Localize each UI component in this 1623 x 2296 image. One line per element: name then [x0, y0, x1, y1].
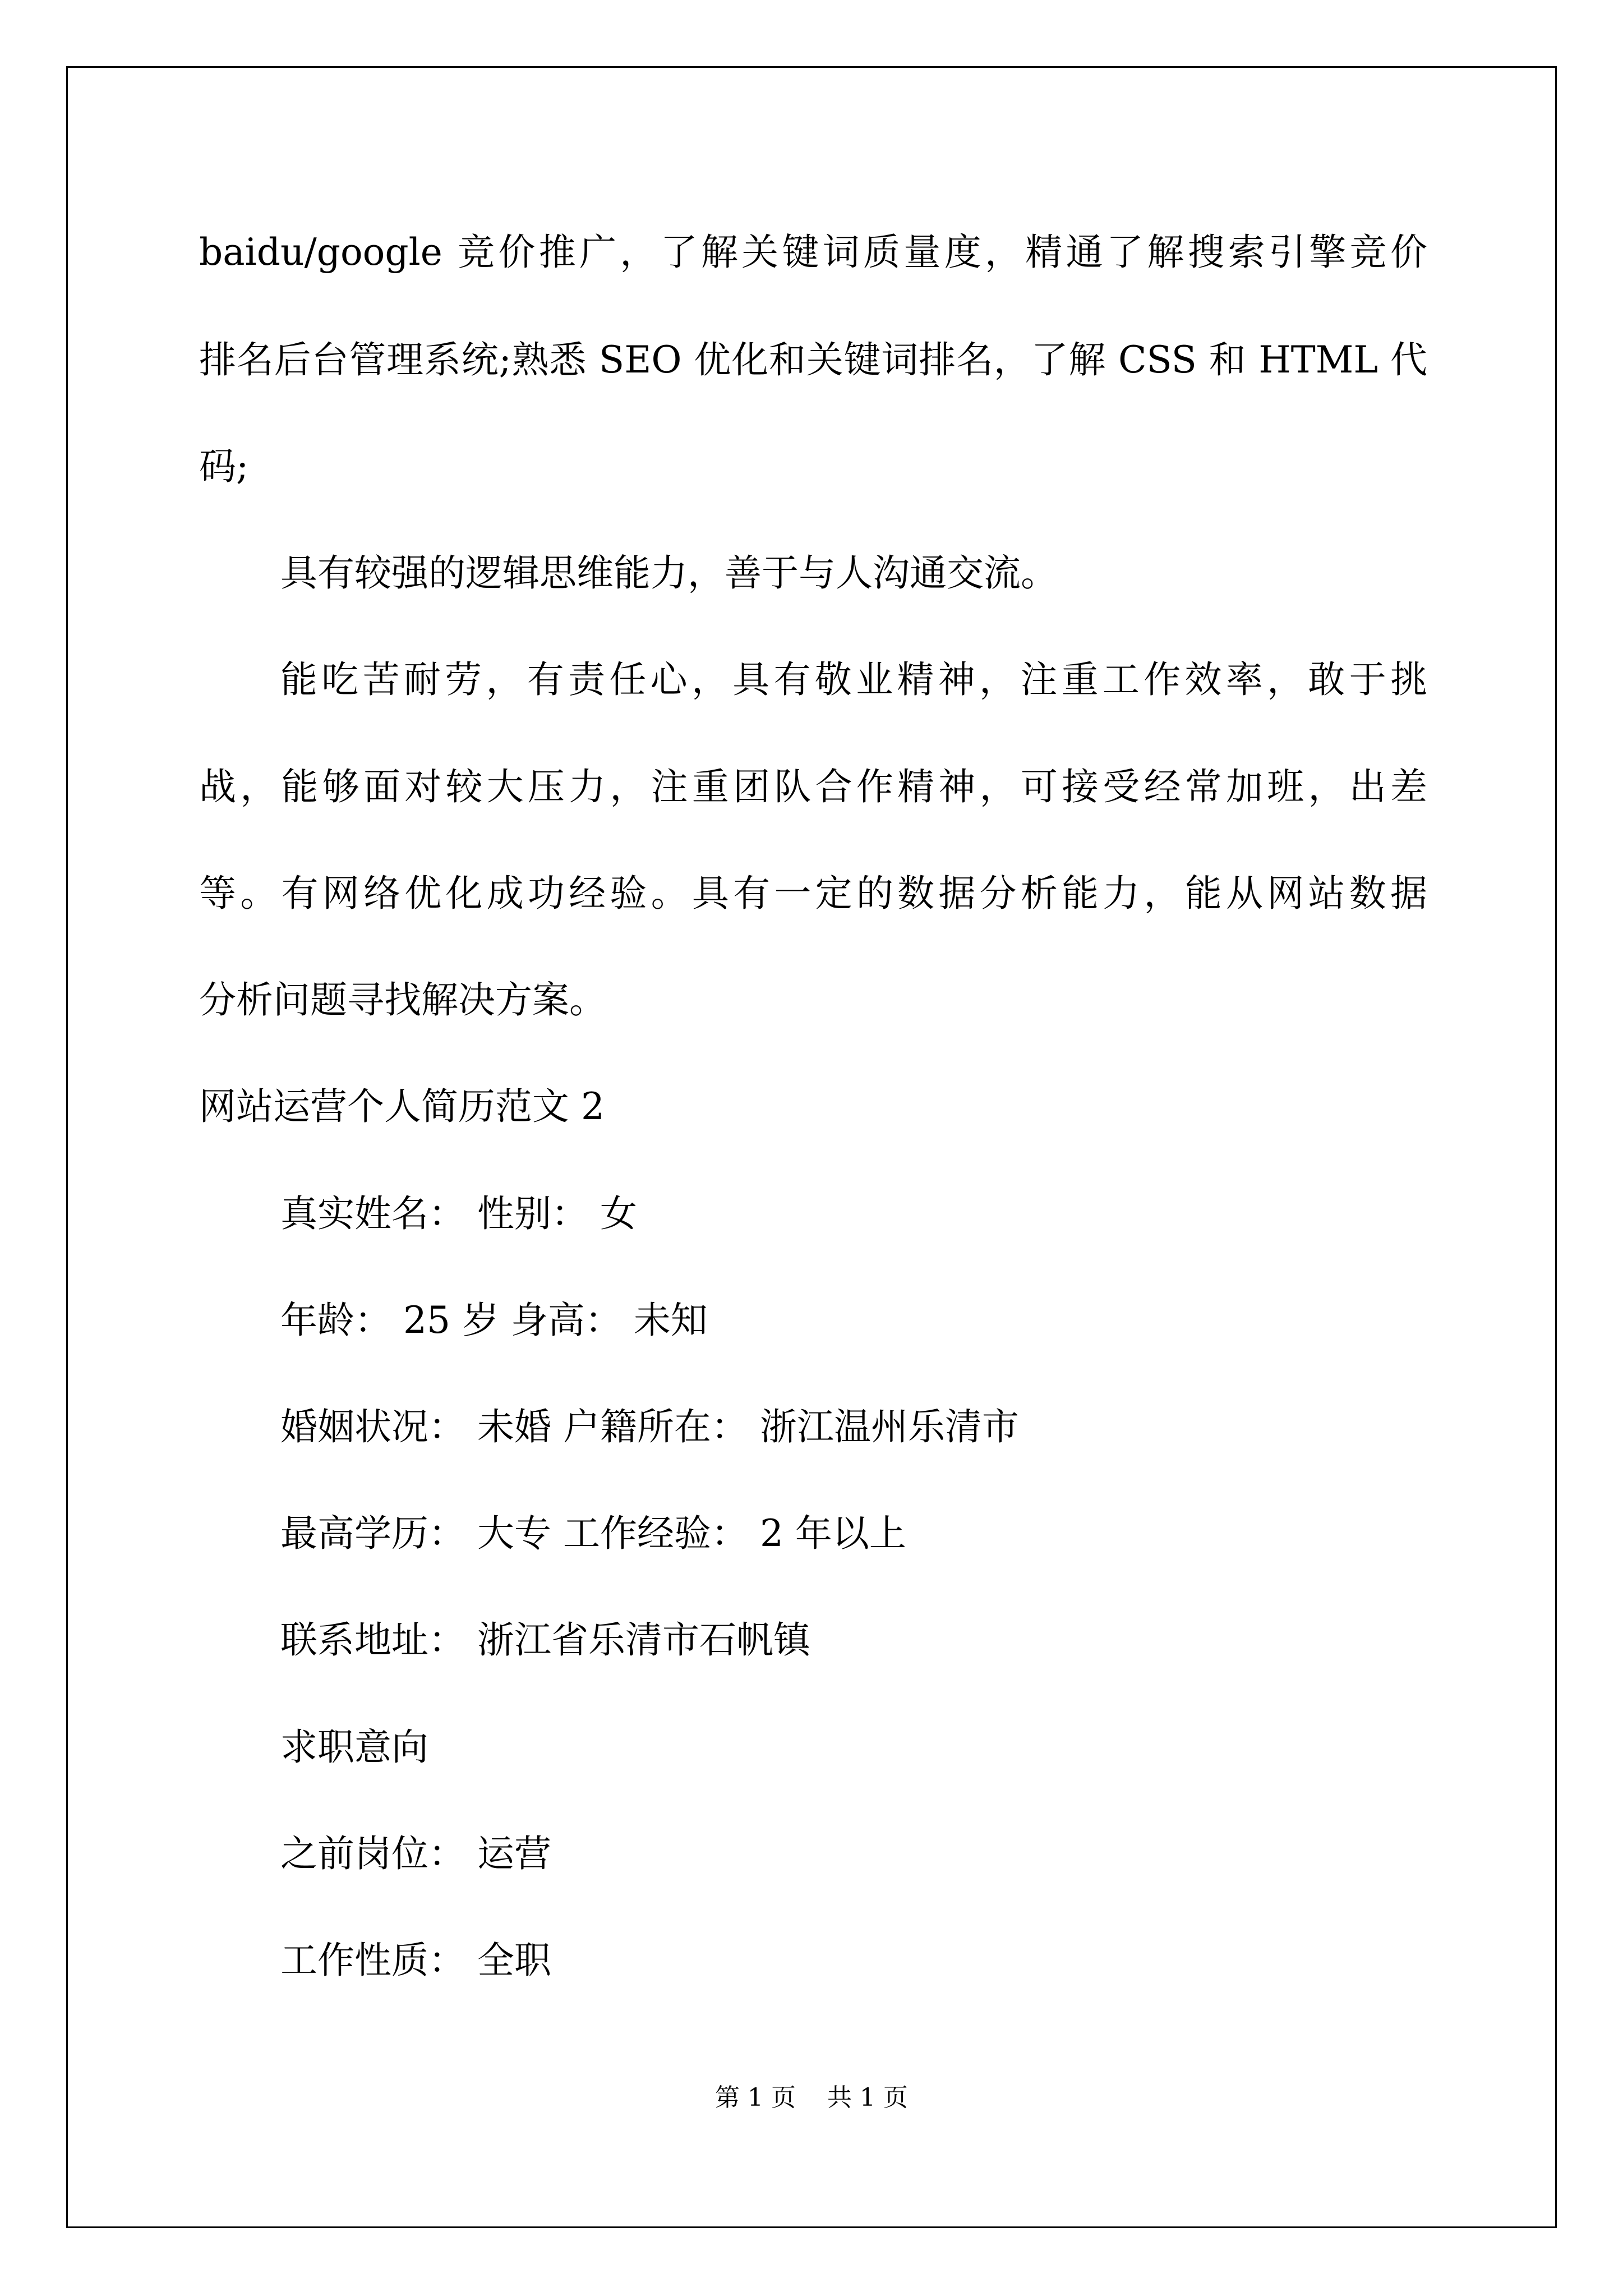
- paragraph-work-attitude-line-1: 能吃苦耐劳，有责任心，具有敬业精神，注重工作效率，敢于挑: [280, 658, 1427, 701]
- paragraph-communication: 具有较强的逻辑思维能力，善于与人沟通交流。: [280, 551, 1058, 595]
- page-border: [66, 66, 1557, 2228]
- page-footer: 第 1 页 共 1 页: [715, 2083, 908, 2112]
- field-name-gender: 真实姓名： 性别： 女: [280, 1192, 637, 1235]
- field-address: 联系地址： 浙江省乐清市石帆镇: [280, 1618, 810, 1662]
- paragraph-line-2: 排名后台管理系统;熟悉 SEO 优化和关键词排名，了解 CSS 和 HTML 代: [199, 338, 1427, 381]
- paragraph-line-3: 码;: [199, 445, 249, 488]
- field-job-type: 工作性质： 全职: [280, 1939, 551, 1982]
- job-intention-heading: 求职意向: [280, 1726, 428, 1769]
- field-age-height: 年龄： 25 岁 身高： 未知: [280, 1299, 708, 1342]
- field-marital-household: 婚姻状况： 未婚 户籍所在： 浙江温州乐清市: [280, 1405, 1019, 1448]
- paragraph-work-attitude-line-2: 战，能够面对较大压力，注重团队合作精神，可接受经常加班，出差: [199, 765, 1427, 808]
- field-previous-position: 之前岗位： 运营: [280, 1832, 551, 1875]
- paragraph-line-1: baidu/google 竞价推广，了解关键词质量度，精通了解搜索引擎竞价: [199, 231, 1427, 274]
- section-heading: 网站运营个人简历范文 2: [199, 1085, 605, 1128]
- paragraph-work-attitude-line-3: 等。有网络优化成功经验。具有一定的数据分析能力，能从网站数据: [199, 872, 1427, 915]
- paragraph-work-attitude-line-4: 分析问题寻找解决方案。: [199, 978, 606, 1022]
- field-education-experience: 最高学历： 大专 工作经验： 2 年以上: [280, 1512, 906, 1555]
